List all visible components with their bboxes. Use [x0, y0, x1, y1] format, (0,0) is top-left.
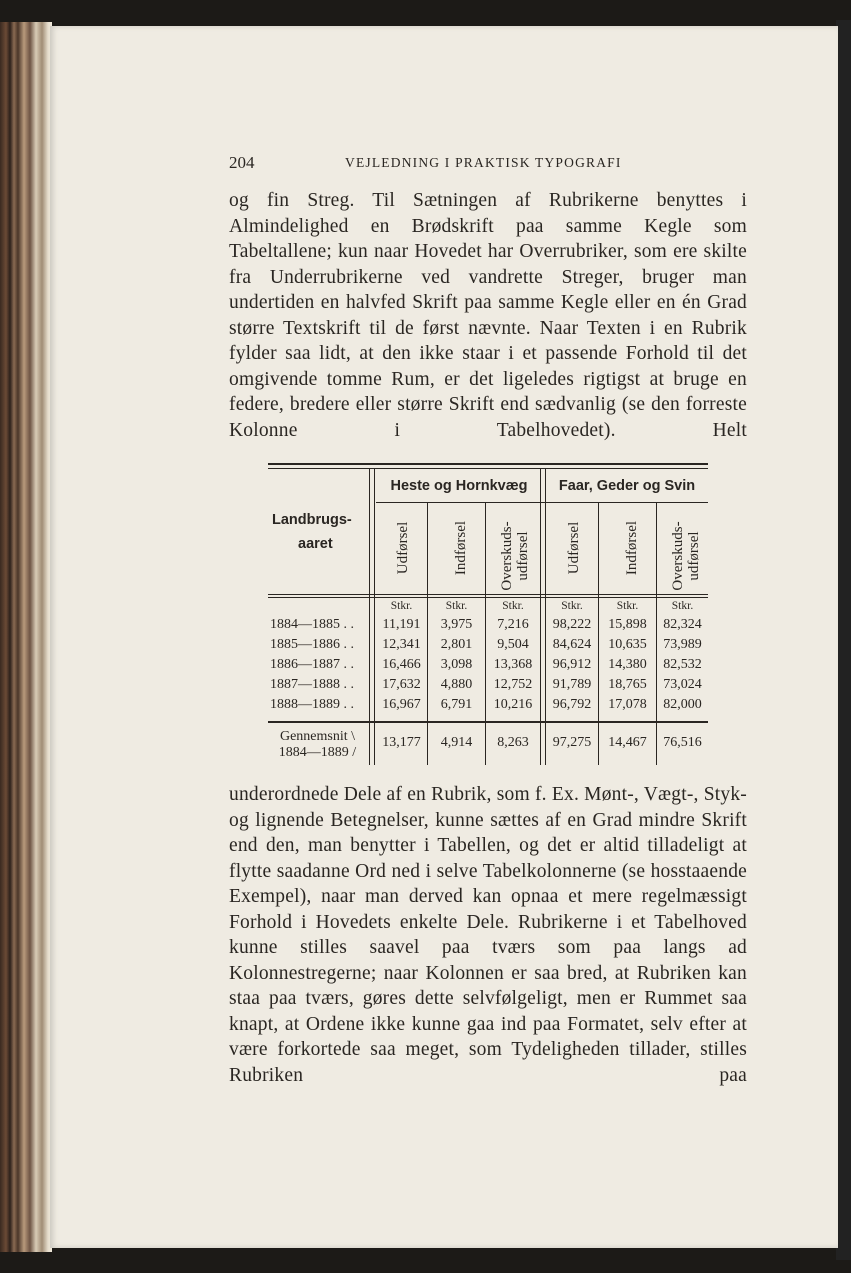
- row-year: 1884—1885 . .: [270, 617, 354, 632]
- table-cell: 2,801: [440, 637, 473, 652]
- unit-label: Stkr.: [502, 600, 524, 612]
- subheader-surplus-2: [670, 511, 702, 601]
- paragraph-top: og fin Streg. Til Sætningen af Rubrikerne benyttes i Almindelighed en Brødskrift paa samme Kegle som Tabeltallene; kun naar Hovedet har Overrubriker, som ere skilte fra Underrubrikerne ved vandrette Streger, bruger man undertiden en halvfed Skrift paa samme Kegle eller en én Grad større Textskrift til de først nævnte. Naar Texten i en Rubrik fylder saa lidt, at den ikke staar i et passende Forhold til det omgivende tomme Rum, er det ligeledes rigtigst at bruge en federe, bredere eller større Skrift end sædvanlig (se den forreste Kolonne i Tabelhovedet). Helt: [229, 190, 747, 441]
- table-cell: 98,222: [552, 617, 592, 632]
- table-cell: 17,632: [382, 677, 421, 692]
- table-cell: 82,000: [663, 697, 702, 712]
- table-cell: 91,789: [552, 677, 592, 692]
- unit-label: Stkr.: [671, 600, 694, 612]
- right-background: [836, 20, 851, 1260]
- table-cell: 14,380: [608, 657, 647, 672]
- table-cell: 7,216: [497, 617, 529, 632]
- average-cell: 4,914: [440, 735, 473, 750]
- table-cell: 12,341: [382, 637, 421, 652]
- table-cell: 11,191: [382, 617, 421, 632]
- subheader-surplus-1: [499, 511, 531, 601]
- table-cell: 96,912: [552, 657, 592, 672]
- subheader-surplus-2-line2: udførsel: [686, 531, 702, 581]
- unit-label: Stkr.: [390, 600, 413, 612]
- average-cell: 14,467: [608, 735, 647, 750]
- group-header-sheep-goats-pigs: Faar, Geder og Svin: [558, 478, 696, 494]
- page-number: 204: [229, 153, 255, 172]
- row-year: 1885—1886 . .: [270, 637, 354, 652]
- row-year: 1888—1889 . .: [270, 697, 354, 712]
- stub-header-line2: aaret: [298, 536, 333, 552]
- table-cell: 73,024: [663, 677, 702, 692]
- table-cell: 18,765: [608, 677, 647, 692]
- row-year: 1886—1887 . .: [270, 657, 354, 672]
- table-cell: 16,466: [382, 657, 421, 672]
- table-cell: 9,504: [497, 637, 529, 652]
- unit-label: Stkr.: [616, 600, 639, 612]
- table-cell: 84,624: [552, 637, 592, 652]
- average-label-line1: Gennemsnit: [279, 729, 348, 744]
- average-cell: 97,275: [552, 735, 592, 750]
- average-label-years: 1884—1889 /: [278, 745, 357, 760]
- table-cell: 16,967: [382, 697, 421, 712]
- table-cell: 6,791: [440, 697, 473, 712]
- subheader-export-2: Udførsel: [566, 521, 582, 575]
- stub-header-2: [298, 536, 333, 552]
- average-label: Gennemsnit \: [279, 729, 356, 744]
- stub-header-line1: Landbrugs-: [272, 512, 352, 528]
- table-cell: 96,792: [552, 697, 592, 712]
- book-binding-edge: [0, 22, 52, 1252]
- paragraph-bottom: underordnede Dele af en Rubrik, som f. Ex. Mønt-, Vægt-, Styk- og lignende Betegnelser, kunne sættes af en Grad mindre Skrift end den, man benytter i Tabellen, og det er altid tilladeligt at flytte saadanne Ord ned i selve Tabelkolonnerne (se hosstaaende Exempel), naar man derved kan opnaa et mere regelmæssigt Forhold i Hovedets enkelte Dele. Rubrikerne i et Tabelhoved kunne stilles saavel paa tværs som paa langs ad Kolonnestregerne; naar Kolonnen er saa bred, at Rubriken kan staa paa tværs, gøres dette selvfølgeligt, men er Rummet saa knapt, at Ordene ikke kunne gaa ind paa Formatet, selv efter at være forkortede saa meget, som Tydeligheden tillader, stilles Rubriken paa: [229, 784, 747, 1086]
- table-cell: 3,098: [440, 657, 473, 672]
- table-cell: 3,975: [440, 617, 473, 632]
- table-cell: 15,898: [608, 617, 647, 632]
- unit-label: Stkr.: [561, 600, 583, 612]
- table-cell: 17,078: [608, 697, 647, 712]
- subheader-surplus-1-line2: udførsel: [515, 531, 531, 581]
- subheader-export-1: Udførsel: [395, 521, 411, 575]
- average-cell: 8,263: [497, 735, 529, 750]
- subheader-surplus-1-line1: Overskuds-: [499, 521, 515, 591]
- average-cell: 76,516: [663, 735, 702, 750]
- unit-label: Stkr.: [445, 600, 468, 612]
- table-cell: 82,532: [663, 657, 702, 672]
- table-cell: 73,989: [663, 637, 702, 652]
- table-cell: 82,324: [663, 617, 702, 632]
- subheader-import-1: Indførsel: [453, 520, 469, 576]
- average-label-line2: 1884—1889: [278, 745, 349, 760]
- group-header-horses-cattle: Heste og Hornkvæg: [390, 478, 528, 494]
- table-cell: 4,880: [440, 677, 473, 692]
- row-year: 1887—1888 . .: [270, 677, 354, 692]
- stub-header: [272, 512, 352, 528]
- average-cell: 13,177: [382, 735, 421, 750]
- subheader-import-2: Indførsel: [624, 520, 640, 576]
- table-cell: 10,635: [608, 637, 647, 652]
- table-cell: 10,216: [493, 697, 533, 712]
- table-cell: 13,368: [493, 657, 533, 672]
- running-head: VEJLEDNING I PRAKTISK TYPOGRAFI: [345, 155, 622, 170]
- subheader-surplus-2-line1: Overskuds-: [670, 521, 686, 591]
- table-cell: 12,752: [493, 677, 533, 692]
